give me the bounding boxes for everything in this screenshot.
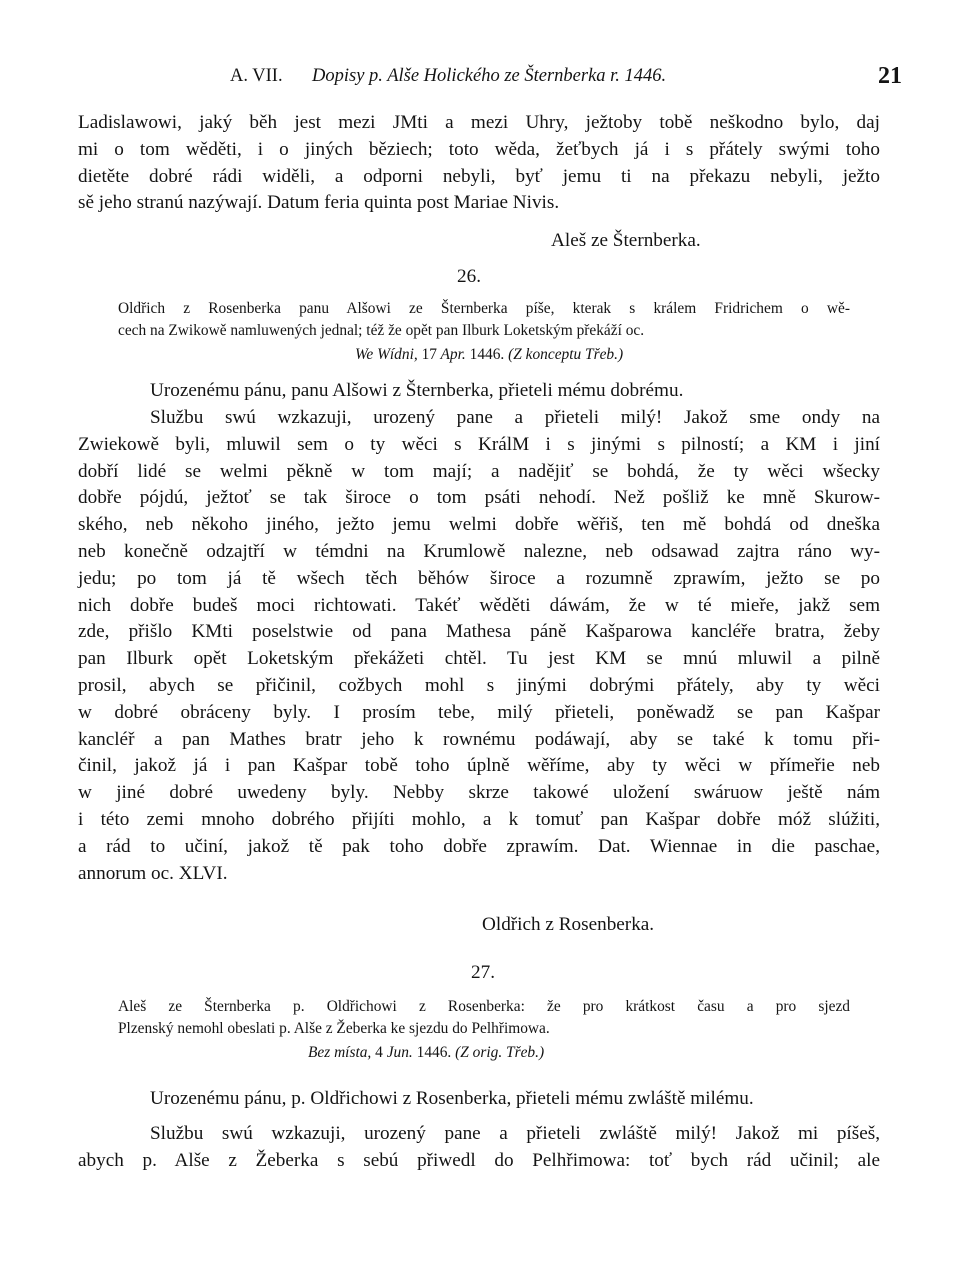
text-line: Zwiekowě byli, mluwil sem o ty wěci s KrálM i s jinými s pilností; a KM i jiní [78,433,880,455]
dateline-year: 1446. [469,346,505,363]
text-line: ského, neb někoho jiného, ježto jemu welmi dobře wěřiš, ten mě bohdá od dneška [78,514,880,536]
dateline-source: (Z konceptu Třeb.) [508,346,624,363]
letter-address [78,1086,880,1113]
text-line: w dobré obráceny byly. I prosím tebe, milý přieteli, poněwadž se pan Kašpar [78,701,880,723]
text-line: i této zemi mnoho dobrého přijíti mohlo, a k tomuť pan Kašpar dobře móž slúžiti, [78,808,880,830]
text-line: a rád to učiní, jakož tě pak toho dobře zprawím. Dat. Wiennae in die paschae, [78,835,880,857]
letter-summary [118,298,850,342]
text-line: annorum oc. XLVI. [78,862,228,884]
dateline-month: Apr. [440,346,466,363]
text-line: abych p. Alše z Žeberka s sebú přiwedl do Pelhřimowa: toť bych rád učinil; ale [78,1149,880,1171]
text-line: Službu swú wzkazuji, urozený pane a přieteli milý! Jakož sme ondy na [150,407,880,428]
address-line: Urozenému pánu, panu Alšowi z Šternberka, přieteli mému dobrému. [150,380,684,401]
letter-address [78,378,880,405]
text-line: dobře pójdú, ježtoť se tak široce o tom psáti nehodí. Než pošliž ke mně Skurow- [78,487,880,509]
text-line: neb konečně odzajtří w témdni na Krumlowě nalezne, neb odsawad zajtra ráno wy- [78,540,880,562]
dateline-month: Jun. [386,1044,413,1061]
letter-body [78,405,880,887]
text-line: kancléř a pan Mathes bratr jeho k rownému podáwají, aby se také k tomu při- [78,728,880,750]
letter-dateline [308,1044,544,1062]
text-line: dietěte dobré rádi widěli, a odporni nebyli, byť jemu ti na překazu nebyli, ježto [78,165,880,187]
letter-number: 27. [471,962,495,983]
summary-line: Oldřich z Rosenberka panu Alšowi ze Šternberka píše, kterak s králem Fridrichem o wě- [118,300,850,317]
letter-body [78,1121,880,1175]
summary-line: Plzenský nemohl obeslati p. Alše z Žeberka ke sjezdu do Pelhřimowa. [118,1020,550,1037]
text-line: Službu swú wzkazuji, urozený pane a přieteli zwláště milý! Jakož mi píšeš, [150,1123,880,1144]
text-line: mi o tom wěděti, i o jiných běziech; toto wěda, žeťbych já i s přátely swými toho [78,138,880,160]
running-title: Dopisy p. Alše Holického ze Šternberka r. 1446. [312,66,667,86]
summary-line: Aleš ze Šternberka p. Oldřichowi z Rosenberka: že pro krátkost času a pro sjezd [118,998,850,1015]
text-line: Ladislawowi, jaký běh jest mezi JMti a mezi Uhry, ježtoby tobě neškodno bylo, daj [78,112,880,133]
prev-letter-body [78,110,880,217]
text-line: nich dobře budeš moci richtowati. Takéť wěděti dáwám, že w té mieře, jakž sem [78,594,880,616]
letter-summary [118,996,850,1040]
dateline-year: 1446. [416,1044,452,1061]
text-line: dobří lidé se welmi pěkně w tom mají; a nadějiť se bohdá, že ty wěci wšecky [78,460,880,482]
text-line: sě jeho stranú nazýwají. Datum feria quinta post Mariae Nivis. [78,192,560,214]
dateline-source: (Z orig. Třeb.) [455,1044,545,1061]
running-header [230,63,902,92]
text-line: zde, přišlo KMti poselstwie od pana Mathesa páně Kašparowa kancléře bratra, žeby [78,621,880,643]
dateline-day: 4 [375,1044,383,1061]
letter-dateline [355,346,623,364]
text-line: pan Ilburk opět Loketským překážeti chtěl. Tu jest KM se mnú mluwil a pilně [78,648,880,670]
letter-signature: Oldřich z Rosenberka. [482,914,655,935]
address-line: Urozenému pánu, p. Oldřichowi z Rosenberka, přieteli mému zwláště milému. [150,1088,754,1109]
dateline-day: 17 [421,346,437,363]
text-line: činil, jakož já i pan Kašpar tobě toho úplně wěříme, aby ty wěci w přímeřie neb [78,755,880,777]
section-label: A. VII. [230,66,283,86]
dateline-place: Bez místa, [308,1044,372,1061]
text-line: jedu; po tom já tě wšech těch běhów široce a rozumně zprawím, ježto se po [78,567,880,589]
text-line: w jiné dobré uwedeny byly. Nebby skrze takowé uložení swáruow ještě nám [78,782,880,804]
page-number: 21 [878,63,902,89]
summary-line: cech na Zwikowě namluwených jednal; též že opět pan Ilburk Loketským překáží oc. [118,322,645,339]
prev-letter-signature: Aleš ze Šternberka. [551,230,701,251]
dateline-place: We Wídni, [355,346,418,363]
text-line: prosil, abych se přičinil, cožbych mohl s jinými dobrými přátely, aby ty wěci [78,674,880,696]
letter-number: 26. [457,266,481,287]
